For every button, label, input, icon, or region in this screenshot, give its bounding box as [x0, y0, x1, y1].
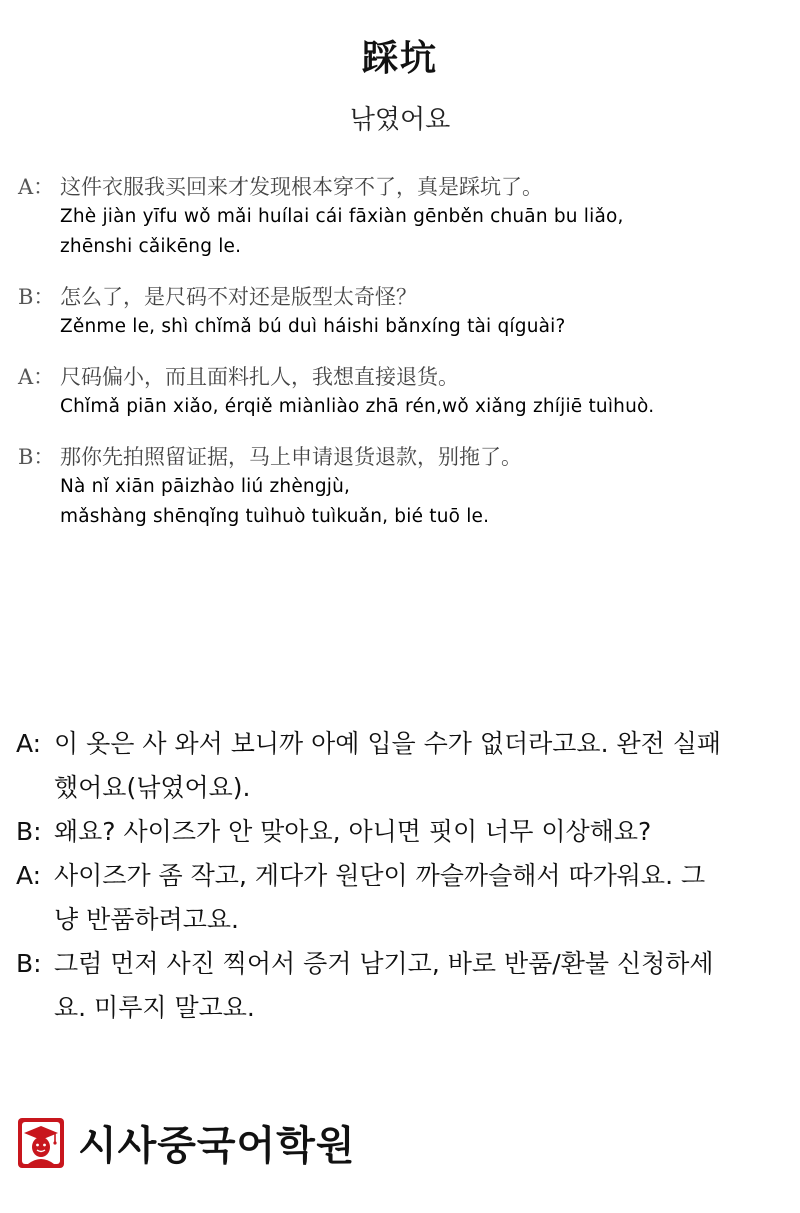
pinyin-line: Nà nǐ xiān pāizhào liú zhèngjù, — [60, 476, 351, 497]
translation-turn — [16, 942, 788, 1030]
graduate-mascot-icon — [16, 1116, 66, 1170]
translation-text — [54, 722, 788, 810]
translation-text — [54, 854, 788, 942]
speaker-label: A： — [18, 365, 55, 389]
academy-logo — [16, 1114, 355, 1171]
korean-translation — [16, 722, 788, 1030]
translation-turn — [16, 854, 788, 942]
pinyin-line: Zěnme le, shì chǐmǎ bú duì háishi bǎnxíng tài qíguài? — [60, 316, 566, 337]
speaker-label: A: — [16, 729, 42, 758]
pinyin-line: zhēnshi cǎikēng le. — [60, 236, 242, 257]
pinyin-line: mǎshàng shēnqǐng tuìhuò tuìkuǎn, bié tuō le. — [60, 506, 490, 527]
translation-turn — [16, 810, 788, 854]
translation-line: 이 옷은 사 와서 보니까 아예 입을 수가 없더라고요. 완전 실패 — [54, 729, 722, 758]
turn-lines — [60, 442, 788, 532]
pinyin-line: Zhè jiàn yīfu wǒ mǎi huílai cái fāxiàn gēnběn chuān bu liǎo, — [60, 206, 624, 227]
chinese-line: 那你先拍照留证据，马上申请退货退款，别拖了。 — [60, 445, 522, 469]
translation-text — [54, 810, 788, 854]
translation-line: 왜요? 사이즈가 안 맞아요, 아니면 핏이 너무 이상해요? — [54, 817, 652, 846]
chinese-line: 这件衣服我买回来才发现根本穿不了，真是踩坑了。 — [60, 175, 543, 199]
turn-lines — [60, 282, 788, 342]
chinese-dialogue — [18, 172, 788, 552]
translation-line: 냥 반품하려고요. — [54, 905, 239, 934]
turn-lines — [60, 172, 788, 262]
speaker-label: B： — [18, 285, 55, 309]
translation-line: 그럼 먼저 사진 찍어서 증거 남기고, 바로 반품/환불 신청하세 — [54, 949, 714, 978]
chinese-line: 尺码偏小，而且面料扎人，我想直接退货。 — [60, 365, 459, 389]
translation-line: 사이즈가 좀 작고, 게다가 원단이 까슬까슬해서 따가워요. 그 — [54, 861, 706, 890]
speaker-label: A： — [18, 175, 55, 199]
speaker-label: B： — [18, 445, 55, 469]
dialogue-turn — [18, 442, 788, 532]
logo-text: 시사중국어학원 — [78, 1123, 356, 1169]
turn-lines — [60, 362, 788, 422]
translation-text — [54, 942, 788, 1030]
translation-turn — [16, 722, 788, 810]
page-title: 踩坑 — [361, 37, 438, 79]
speaker-label: A: — [16, 861, 42, 890]
translation-line: 했어요(낚였어요). — [54, 773, 251, 802]
speaker-label: B: — [16, 949, 42, 978]
dialogue-turn — [18, 362, 788, 422]
title-block — [0, 30, 800, 136]
page-subtitle: 낚였어요 — [349, 105, 451, 135]
dialogue-turn — [18, 282, 788, 342]
dialogue-turn — [18, 172, 788, 262]
pinyin-line: Chǐmǎ piān xiǎo, érqiě miànliào zhā rén,wǒ xiǎng zhíjiē tuìhuò. — [60, 396, 655, 417]
translation-line: 요. 미루지 말고요. — [54, 993, 255, 1022]
chinese-line: 怎么了，是尺码不对还是版型太奇怪？ — [60, 285, 417, 309]
speaker-label: B: — [16, 817, 42, 846]
